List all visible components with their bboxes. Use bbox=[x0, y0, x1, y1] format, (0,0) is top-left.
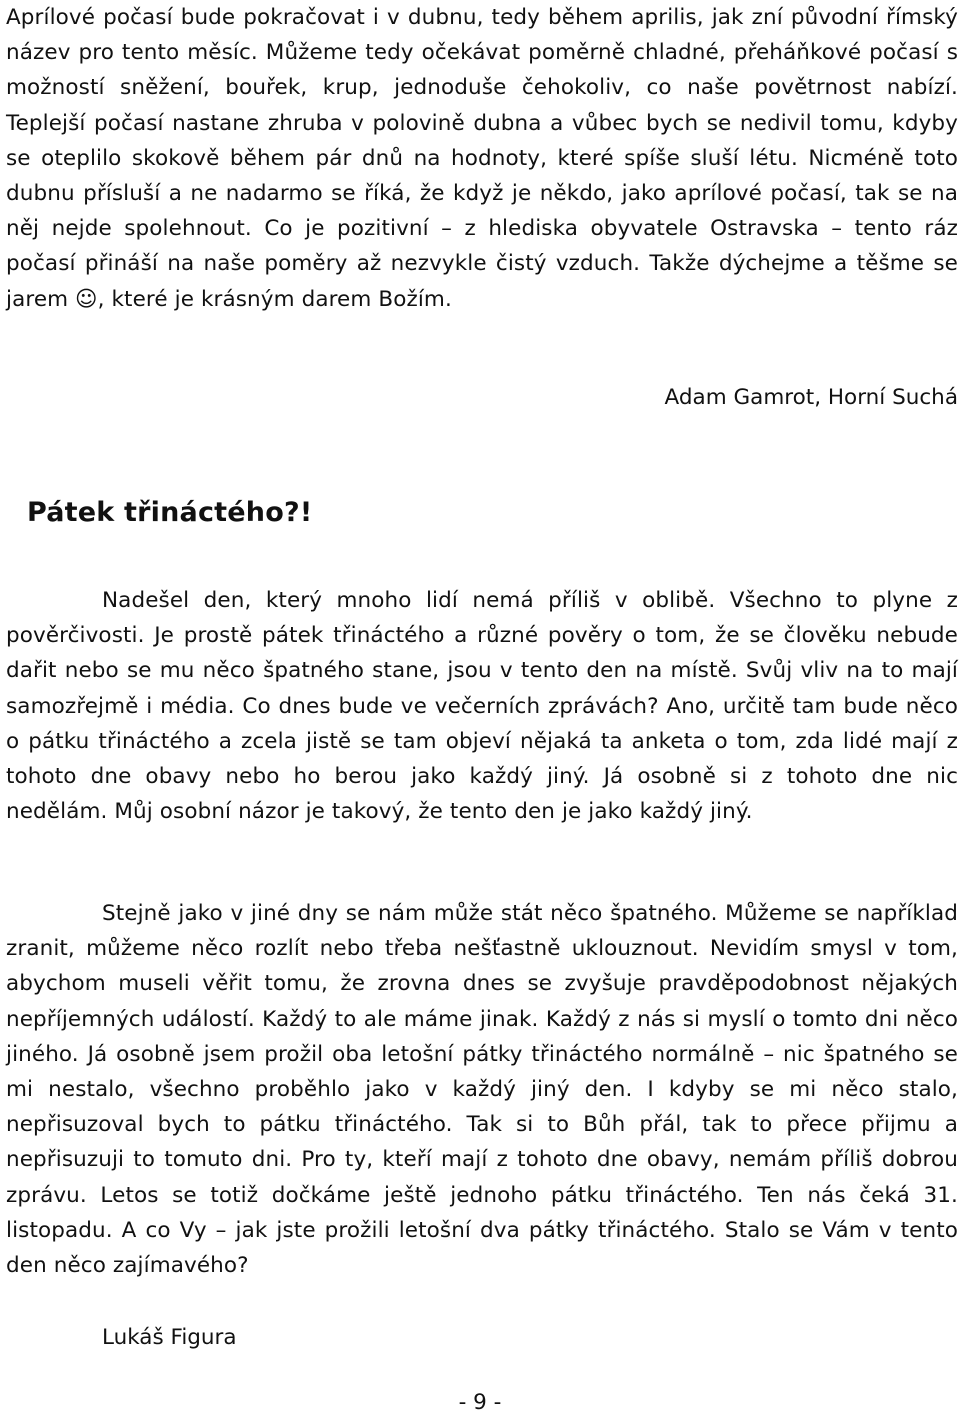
article-spring-weather-author: Adam Gamrot, Horní Suchá bbox=[664, 385, 958, 410]
article-friday-13-heading: Pátek třináctého?! bbox=[27, 497, 313, 528]
article-friday-13-paragraph-2: Stejně jako v jiné dny se nám může stát něco špatného. Můžeme se například zranit, můžeme něco rozlít nebo třeba nešťastně uklouznout. Nevidím smysl v tom, abychom museli věřit tomu, že zrovna dnes se zvyšuje pravděpodobnost nějakých nepříjemných událostí. Každý to ale máme jinak. Každý z nás si myslí o tomto dni něco jiného. Já osobně jsem prožil oba letošní pátky třináctého normálně – nic špatného se mi nestalo, všechno proběhlo jako v každý jiný den. I kdyby se mi něco stalo, nepřisuzoval bych to pátku třináctého. Tak si to Bůh přál, tak to přece přijmu a nepřisuzuji to tomuto dni. Pro ty, kteří mají z tohoto dne obavy, nemám příliš dobrou zprávu. Letos se totiž dočkáme ještě jednoho pátku třináctého. Ten nás čeká 31. listopadu. A co Vy – jak jste prožili letošní dva pátky třináctého. Stalo se Vám v tento den něco zajímavého? bbox=[6, 901, 958, 1279]
article-friday-13-author: Lukáš Figura bbox=[102, 1325, 237, 1350]
article-spring-weather-paragraph: Aprílové počasí bude pokračovat i v dubnu, tedy během aprilis, jak zní původní římský název pro tento měsíc. Můžeme tedy očekávat poměrně chladné, přeháňkové počasí s možností sněžení, bouřek, krup, jednoduše čehokoliv, co naše povětrnost nabízí. Teplejší počasí nastane zhruba v polovině dubna a vůbec bych se nedivil tomu, kdyby se oteplilo skokově během pár dnů na hodnoty, které spíše sluší létu. Nicméně toto dubnu přísluší a ne nadarmo se říká, že když je někdo, jako aprílové počasí, tak se na něj nejde spolehnout. Co je pozitivní – z hlediska obyvatele Ostravska – tento ráz počasí přináší na naše poměry až nezvykle čistý vzduch. Takže dýchejme a těšme se jarem ☺, které je krásným darem Božím. bbox=[6, 5, 958, 312]
article-friday-13-paragraph-1: Nadešel den, který mnoho lidí nemá příliš v oblibě. Všechno to plyne z pověrčivosti. Je prostě pátek třináctého a různé pověry o tom, že se člověku nebude dařit nebo se mu něco špatného stane, jsou v tento den na místě. Svůj vliv na to mají samozřejmě i média. Co dnes bude ve večerních zprávách? Ano, určitě tam bude něco o pátku třináctého a zcela jistě se tam objeví nějaká ta anketa o tom, zda lidé mají z tohoto dne obavy nebo ho berou jako každý jiný. Já osobně si z tohoto dne nic nedělám. Můj osobní názor je takový, že tento den je jako každý jiný. bbox=[6, 588, 958, 825]
page-number: - 9 - bbox=[458, 1390, 502, 1415]
